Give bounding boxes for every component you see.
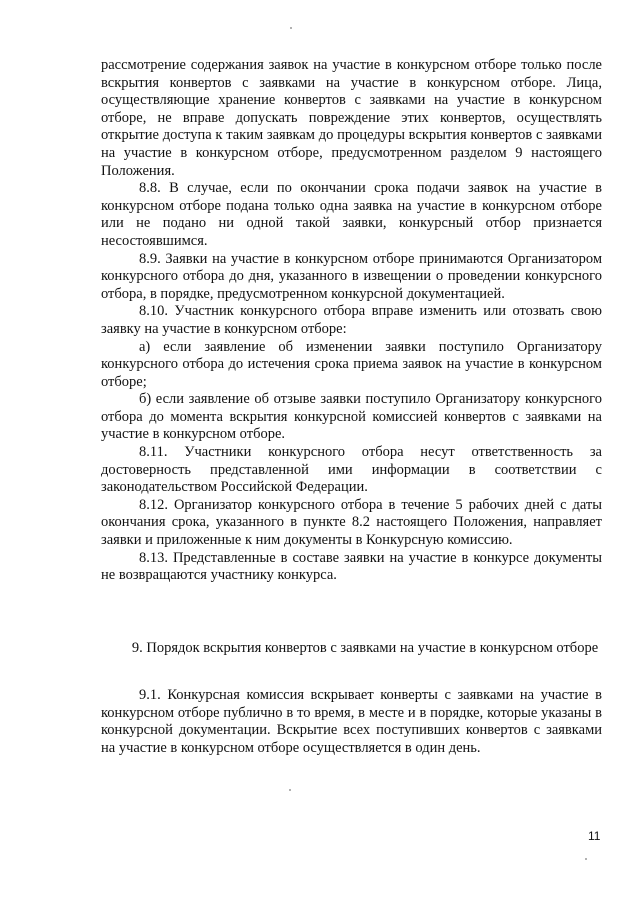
scan-speck [290, 27, 292, 29]
paragraph-8-12: 8.12. Организатор конкурсного отбора в течение 5 рабочих дней с даты окончания срока, указанного в пункте 8.2 настоящего Положения, направляет заявки и приложенные к ним документы в Конкурсную комиссию. [101, 496, 602, 549]
scan-speck [289, 789, 291, 791]
page-number: 11 [588, 829, 601, 843]
paragraph-8-10-b: б) если заявление об отзыве заявки поступило Организатору конкурсного отбора до момента вскрытия конкурсной комиссией конвертов с заявками на участие в конкурсном отборе. [101, 391, 602, 443]
paragraph-8-8: 8.8. В случае, если по окончании срока подачи заявок на участие в конкурсном отборе подана только одна заявка на участие в конкурсном отборе или не подано ни одной такой заявки, конкурсный отбор признается несостоявшимся. [101, 180, 602, 249]
paragraph-8-11: 8.11. Участники конкурсного отбора несут ответственность за достоверность представленной ими информации в соответствии с законодательством Российской Федерации. [101, 444, 602, 496]
paragraph-8-13: 8.13. Представленные в составе заявки на участие в конкурсе документы не возвращаются участнику конкурса. [101, 549, 602, 584]
paragraph-continuation: рассмотрение содержания заявок на участие в конкурсном отборе только после вскрытия конвертов с заявками на участие в конкурсном отборе. Лица, осуществляющие хранение конвертов с заявками на участие в конкурсном отборе, не вправе допускать повреждение этих конвертов, осуществлять открытие доступа к таким заявкам до процедуры вскрытия конвертов с заявками на участие в конкурсном отборе, предусмотренном разделом 9 настоящего Положения. [101, 57, 602, 179]
paragraph-9-1: 9.1. Конкурсная комиссия вскрывает конверты с заявками на участие в конкурсном отборе публично в то время, в месте и в порядке, которые указаны в конкурсной документации. Вскрытие всех поступивших конвертов с заявками на участие в конкурсном отборе осуществляется в один день. [101, 687, 602, 756]
section-heading: 9. Порядок вскрытия конвертов с заявками на участие в конкурсном отборе [131, 640, 599, 656]
section-9-body [101, 687, 602, 757]
paragraph-8-10-a: а) если заявление об изменении заявки поступило Организатору конкурсного отбора до истечения срока приема заявок на участие в конкурсном отборе; [101, 338, 602, 390]
scan-speck [585, 858, 587, 860]
paragraph-8-10: 8.10. Участник конкурсного отбора вправе изменить или отозвать свою заявку на участие в конкурсном отборе: [101, 303, 602, 337]
body-text [101, 57, 602, 585]
paragraph-8-9: 8.9. Заявки на участие в конкурсном отборе принимаются Организатором конкурсного отбора до дня, указанного в извещении о проведении конкурсного отбора, в порядке, предусмотренном конкурсной документацией. [101, 250, 602, 302]
